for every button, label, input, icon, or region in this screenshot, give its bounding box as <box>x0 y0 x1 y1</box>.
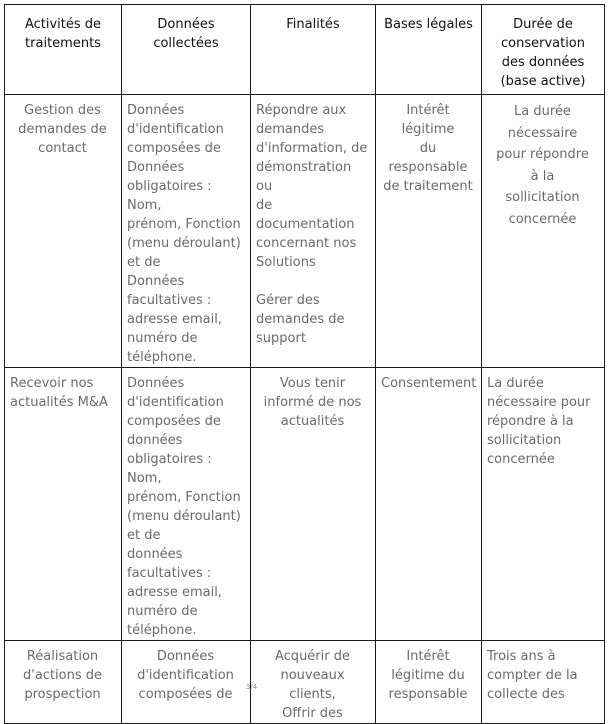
purpose-main <box>256 101 369 272</box>
cell-line: sollicitation <box>505 190 580 205</box>
table-row <box>5 95 605 368</box>
header-activities: Activités de traitements <box>5 5 122 95</box>
cell-line: (menu déroulant) <box>127 236 241 251</box>
cell-line: Données <box>127 376 185 391</box>
cell-line: compter de la <box>487 668 578 683</box>
cell-line: Répondre aux <box>256 103 347 118</box>
cell-line: prénom, Fonction <box>127 490 241 505</box>
cell-line: Solutions <box>256 255 316 270</box>
cell-line: Intérêt <box>406 649 450 664</box>
cell-line: d'identification <box>137 668 234 683</box>
cell-line: Données <box>156 649 215 664</box>
cell-line: Vous tenir <box>279 376 346 391</box>
cell-line: d'information, de <box>256 141 368 156</box>
cell-activity: Gestion des demandes de contact <box>5 95 122 368</box>
cell-line: informé de nos <box>263 395 362 410</box>
cell-legal-basis <box>376 95 482 368</box>
cell-purpose <box>251 641 376 724</box>
cell-line: sollicitation <box>487 433 562 448</box>
cell-line: téléphone. <box>127 350 197 365</box>
cell-legal-basis: Consentement <box>376 368 482 641</box>
cell-line: Réalisation <box>26 649 99 664</box>
cell-line: légitime du <box>391 668 465 683</box>
cell-line: de traitement <box>383 179 473 194</box>
cell-line: Recevoir nos <box>10 376 94 391</box>
cell-line: téléphone. <box>127 623 197 638</box>
cell-line: à la <box>530 168 555 184</box>
cell-line: facultatives : <box>127 293 212 308</box>
cell-line: obligatoires : Nom, <box>127 452 212 486</box>
cell-line: adresse email, <box>127 312 222 327</box>
cell-line: Données <box>127 103 185 118</box>
cell-line: numéro de <box>127 331 198 346</box>
cell-purpose <box>251 95 376 368</box>
cell-line: documentation <box>256 217 355 232</box>
cell-line: démonstration ou <box>256 160 352 194</box>
cell-line: (menu déroulant) <box>127 509 241 524</box>
cell-line: prénom, Fonction <box>127 217 241 232</box>
cell-line: nouveaux clients, <box>280 668 345 702</box>
cell-line: Offrir des <box>282 706 343 721</box>
cell-data <box>122 641 251 724</box>
cell-retention <box>482 95 605 368</box>
cell-line: composées de <box>127 414 221 429</box>
header-legal-bases: Bases légales <box>376 5 482 95</box>
cell-line: prospection <box>24 687 101 702</box>
cell-line: numéro de <box>127 604 198 619</box>
cell-line: responsable <box>388 160 468 175</box>
cell-purpose <box>251 368 376 641</box>
cell-activity <box>5 641 122 724</box>
cell-line: collecte des <box>487 687 565 702</box>
cell-line: Gérer des <box>256 293 320 308</box>
cell-line: demandes <box>256 122 325 137</box>
cell-retention <box>482 641 605 724</box>
cell-line: nécessaire pour <box>487 395 591 410</box>
cell-line: pour répondre <box>496 147 589 162</box>
table-header-row <box>5 5 605 95</box>
cell-line: d'identification <box>127 122 224 137</box>
cell-line: support <box>256 331 306 346</box>
cell-line: composées de <box>127 141 221 156</box>
cell-retention <box>482 368 605 641</box>
cell-activity <box>5 368 122 641</box>
cell-line: concernant nos <box>256 236 357 251</box>
header-retention: Durée de conservation des données (base active) <box>482 5 605 95</box>
table-row <box>5 368 605 641</box>
cell-line: concernée <box>508 211 577 227</box>
cell-line: du <box>419 141 437 156</box>
cell-line: adresse email, <box>127 585 222 600</box>
cell-line: Intérêt légitime <box>401 103 455 137</box>
cell-line: actualités <box>280 414 345 429</box>
purpose-extra <box>256 291 369 348</box>
cell-line: Trois ans à <box>487 649 556 664</box>
cell-line: obligatoires : Nom, <box>127 179 212 213</box>
cell-line: données <box>127 433 183 448</box>
cell-line: facultatives : <box>127 566 212 581</box>
cell-line: Données <box>127 160 185 175</box>
cell-line: données <box>127 547 183 562</box>
cell-line: de <box>256 198 273 213</box>
cell-legal-basis <box>376 641 482 724</box>
cell-line: Données <box>127 274 185 289</box>
cell-line: composées de <box>138 687 233 702</box>
cell-line: responsable <box>388 687 468 702</box>
cell-line: d'actions de <box>23 668 102 683</box>
cell-line: demandes de <box>256 312 345 327</box>
cell-line: actualités M&A <box>10 395 108 410</box>
page-number: 3/4 <box>246 683 258 691</box>
cell-line: Acquérir de <box>275 649 350 664</box>
header-purposes: Finalités <box>251 5 376 95</box>
cell-line: nécessaire <box>507 125 578 141</box>
cell-line: répondre à la <box>487 414 574 429</box>
data-processing-table <box>4 4 605 724</box>
cell-line: La durée <box>487 376 544 391</box>
cell-data <box>122 368 251 641</box>
cell-line: et de <box>127 255 161 270</box>
cell-line: d'identification <box>127 395 224 410</box>
cell-data <box>122 95 251 368</box>
cell-line: concernée <box>487 452 555 467</box>
cell-line: et de <box>127 528 161 543</box>
table-row <box>5 641 605 724</box>
header-data-collected: Données collectées <box>122 5 251 95</box>
cell-line: La durée <box>514 104 571 119</box>
